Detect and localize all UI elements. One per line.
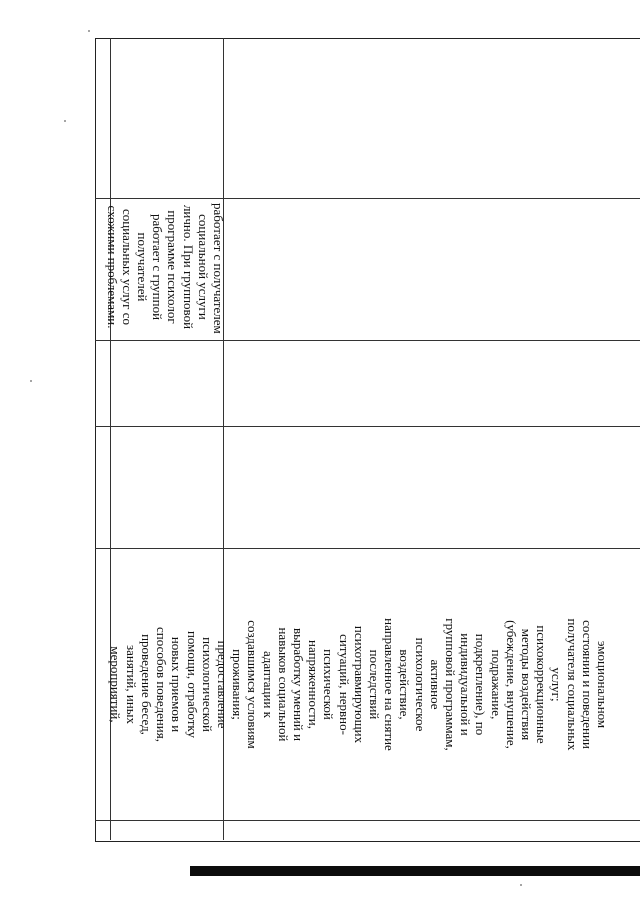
text-line: подражание, <box>488 649 504 720</box>
row-divider <box>95 820 640 821</box>
text-line: способов поведения, <box>154 627 170 742</box>
text-line: психической <box>321 649 337 720</box>
row-divider <box>95 548 640 549</box>
text-line: ситуаций, нервно- <box>336 634 352 735</box>
text-line: помощи, отработку <box>184 630 200 739</box>
text-line: схожими проблемами. <box>104 205 120 329</box>
text-line: направленное на снятие <box>382 618 398 751</box>
scan-speck <box>520 884 522 886</box>
text-line: последствий <box>366 649 382 720</box>
text-line: социальной услуги <box>195 214 211 320</box>
scan-speck <box>30 380 32 382</box>
text-line: выработку умений и <box>290 627 306 742</box>
text-line: активное <box>427 659 443 710</box>
text-line: проживания; <box>230 649 246 720</box>
scan-speck <box>88 30 90 32</box>
text-line: занятий, иных <box>123 644 139 725</box>
methods-cell <box>108 552 610 817</box>
row-divider <box>95 340 640 341</box>
text-line: адаптации к <box>260 651 276 718</box>
text-line: получателей <box>134 232 150 302</box>
text-line: психотравмирующих <box>351 625 367 744</box>
text-line: воздействие, <box>397 649 413 720</box>
text-line: лично. При групповой <box>180 204 196 330</box>
text-line: проведение бесед, <box>138 634 154 735</box>
row-divider <box>95 198 640 199</box>
text-line: психологическое <box>412 637 428 732</box>
text-line: программе психолог <box>165 210 181 324</box>
text-line: эмоциональном <box>595 640 610 729</box>
scan-edge-bar <box>190 866 640 876</box>
text-line: услуг; <box>549 667 565 702</box>
text-line: психологической <box>199 637 215 732</box>
text-line: (убеждение, внушение, <box>503 620 519 749</box>
text-line: навыков социальной <box>275 627 291 742</box>
text-line: работает с получателем <box>211 203 226 334</box>
text-line: индивидуальной и <box>458 633 474 736</box>
text-line: социальных услуг со <box>119 208 135 326</box>
text-line: новых приемов и <box>169 636 185 733</box>
text-line: подкрепление), по <box>473 633 489 736</box>
row-divider <box>95 426 640 427</box>
text-line: психокоррекционные <box>534 625 550 744</box>
text-line: методы воздействия <box>518 628 534 741</box>
text-line: создавшимся условиям <box>245 620 261 749</box>
text-line: получателя социальных <box>564 618 580 751</box>
text-line: работает с группой <box>150 213 166 321</box>
scan-speck <box>64 120 66 122</box>
text-line: предоставление <box>214 640 230 729</box>
program-cell <box>104 203 226 334</box>
text-line: состоянии и поведении <box>579 620 595 749</box>
text-line: напряженности, <box>306 640 322 729</box>
text-line: мероприятий, <box>108 646 124 723</box>
text-line: групповой программам, <box>442 618 458 751</box>
